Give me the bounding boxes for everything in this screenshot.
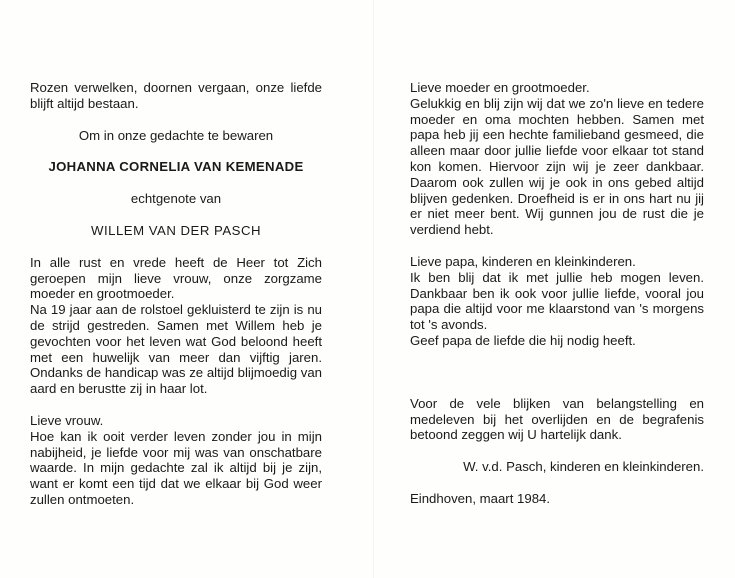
children-paragraph: Gelukkig en blij zijn wij dat we zo'n lieve en tedere moeder en oma mochten hebben. Samen met papa heb jij een hechte familieband gesmeed, die alleen maar door jullie liefde voor elkaar tot stand kon komen. Hiervoor zijn wij je zeer dankbaar. Daarom ook zullen wij je ook in ons gebed altijd blijven gedenken. Droefheid is er in ons hart nu jij er niet meer bent. Wij gunnen jou de rust die je verdiend hebt. <box>410 95 704 238</box>
thanks-paragraph: Voor de vele blijken van belangstelling en medeleven bij het overlijden en de begrafenis betoond zeggen wij U hartelijk dank. <box>410 395 704 443</box>
memory-line: Om in onze gedachte te bewaren <box>78 127 274 143</box>
husband-name: WILLEM VAN DER PASCH <box>91 222 261 238</box>
verse: Rozen verwelken, doornen vergaan, onze liefde blijft altijd bestaan. <box>30 80 322 111</box>
closing-wish: Geef papa de liefde die hij nodig heeft. <box>410 332 636 348</box>
mother-paragraph: Ik ben blij dat ik met jullie heb mogen leven. Dankbaar ben ik ook voor jullie liefde, vooral jou papa die altijd voor me klaarstond van 's morgens tot 's avonds. <box>410 269 704 333</box>
right-column <box>410 80 704 507</box>
salutation-mother: Lieve moeder en grootmoeder. <box>410 80 590 95</box>
fold-line <box>373 0 374 578</box>
left-column <box>30 80 322 508</box>
place-date: Eindhoven, maart 1984. <box>410 490 551 506</box>
life-paragraph: Na 19 jaar aan de rolstoel gekluisterd te zijn is nu de strijd gestreden. Samen met Willem heb je gevochten voor het leven wat God beloond heeft met een huwelijk van meer dan vijftig jaren. Ondanks de handicap was ze altijd blijmoedig van aard en berustte zij in haar lot. <box>30 302 322 397</box>
farewell-paragraph: Hoe kan ik ooit verder leven zonder jou in mijn nabijheid, je liefde voor mij was van onschatbare waarde. In mijn gedachte zal ik altijd bij je zijn, want er komt een tijd dat we elkaar bij God weer zullen ontmoeten. <box>30 428 322 507</box>
relation-line: echtgenote van <box>130 191 222 207</box>
salutation-family: Lieve papa, kinderen en kleinkinderen. <box>410 253 636 269</box>
salutation-wife: Lieve vrouw. <box>30 412 104 428</box>
signature: W. v.d. Pasch, kinderen en kleinkinderen. <box>463 459 704 475</box>
announcement-paragraph: In alle rust en vrede heeft de Heer tot Zich geroepen mijn lieve vrouw, onze zorgzame moeder en grootmoeder. <box>30 254 322 302</box>
deceased-name: JOHANNA CORNELIA VAN KEMENADE <box>48 159 304 175</box>
